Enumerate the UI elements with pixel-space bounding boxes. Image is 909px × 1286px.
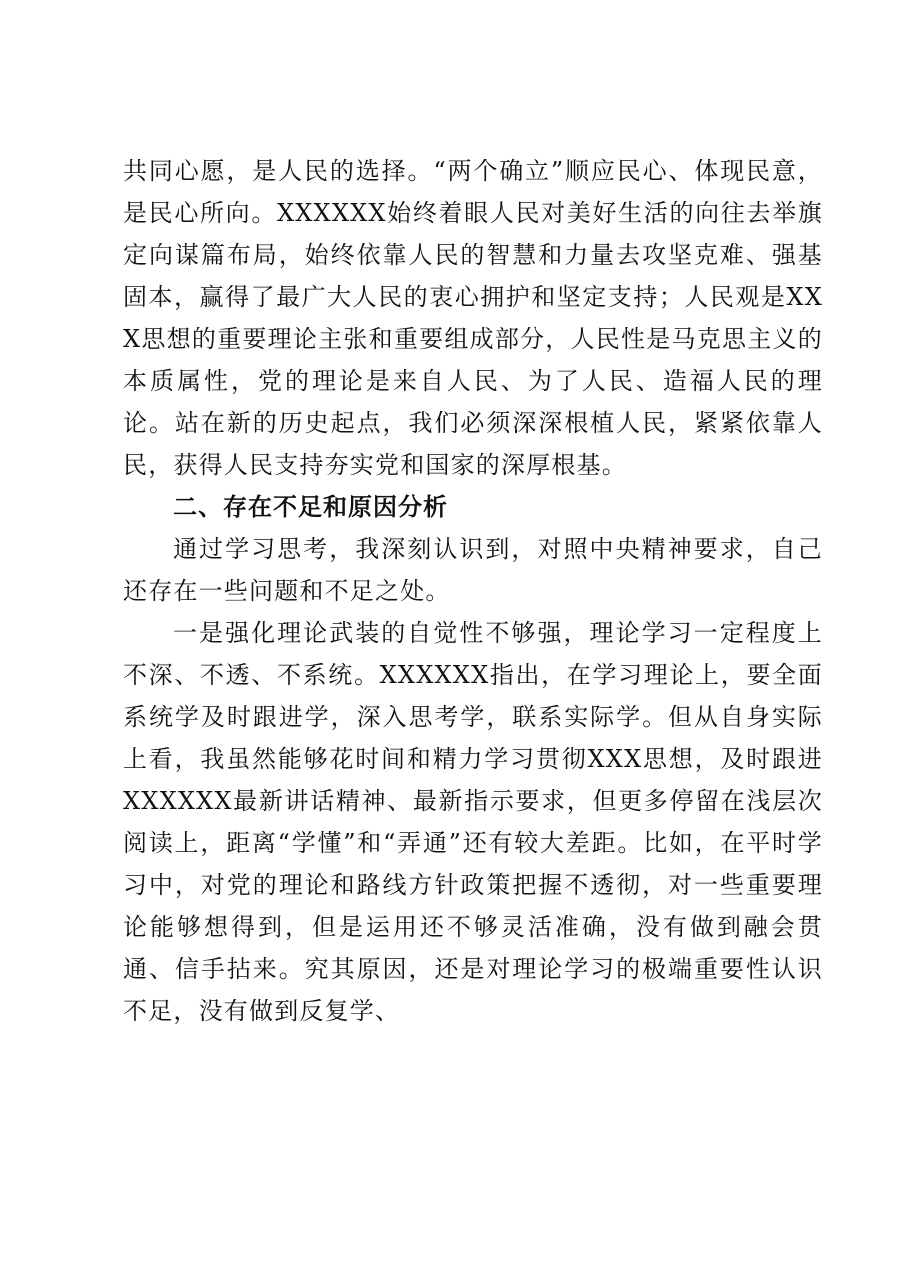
document-body bbox=[123, 150, 823, 1032]
body-paragraph: 共同心愿，是人民的选择。“两个确立”顺应民心、体现民意，是民心所向。XXXXXX始终着眼人民对美好生活的向往去举旗定向谋篇布局，始终依靠人民的智慧和力量去攻坚克难、强基固本，赢得了最广大人民的衷心拥护和坚定支持；人民观是XXX思想的重要理论主张和重要组成部分，人民性是马克思主义的本质属性，党的理论是来自人民、为了人民、造福人民的理论。站在新的历史起点，我们必须深深根植人民，紧紧依靠人民，获得人民支持夯实党和国家的深厚根基。 bbox=[123, 157, 823, 479]
section-heading: 二、存在不足和原因分析 bbox=[173, 493, 448, 521]
body-paragraph: 一是强化理论武装的自觉性不够强，理论学习一定程度上不深、不透、不系统。XXXXXX指出，在学习理论上，要全面系统学及时跟进学，深入思考学，联系实际学。但从自身实际上看，我虽然能够花时间和精力学习贯彻XXX思想，及时跟进XXXXXX最新讲话精神、最新指示要求，但更多停留在浅层次阅读上，距离“学懂”和“弄通”还有较大差距。比如，在平时学习中，对党的理论和路线方针政策把握不透彻，对一些重要理论能够想得到，但是运用还不够灵活准确，没有做到融会贯通、信手拈来。究其原因，还是对理论学习的极端重要性认识不足，没有做到反复学、 bbox=[123, 619, 823, 1025]
body-paragraph: 通过学习思考，我深刻认识到，对照中央精神要求，自己还存在一些问题和不足之处。 bbox=[123, 535, 823, 605]
